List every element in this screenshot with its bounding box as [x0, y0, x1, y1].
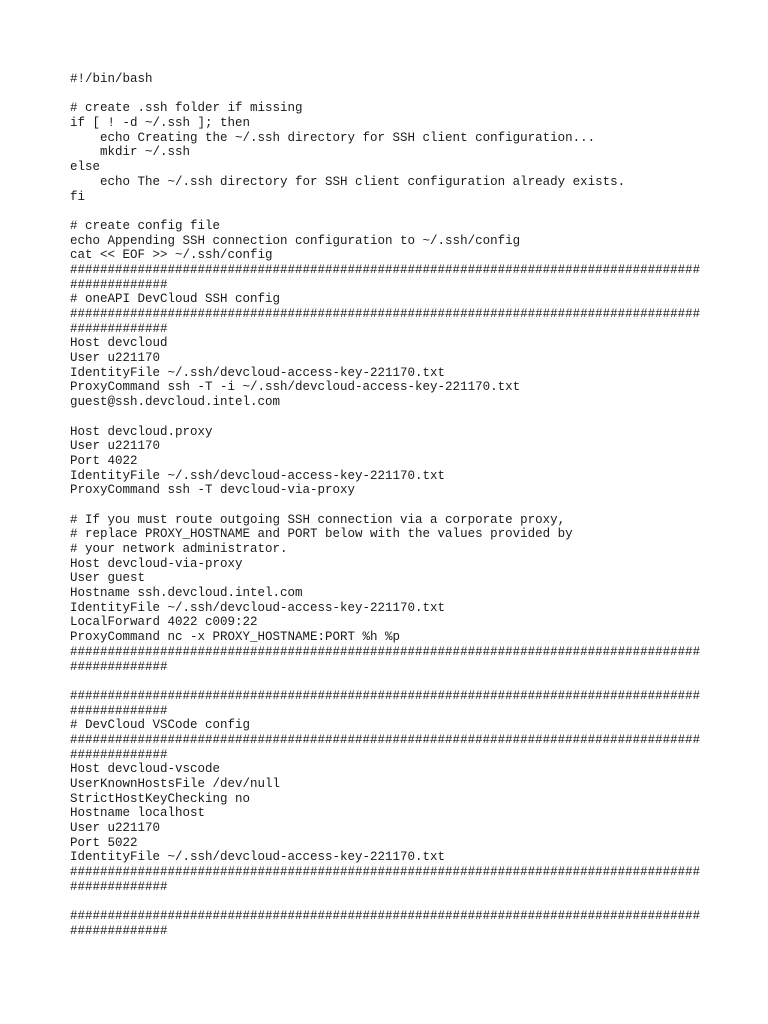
code-line: LocalForward 4022 c009:22 — [70, 615, 258, 630]
code-line: echo Appending SSH connection configuration to ~/.ssh/config — [70, 233, 521, 248]
code-line: IdentityFile ~/.ssh/devcloud-access-key-221170.txt — [70, 850, 446, 865]
code-line: # create .ssh folder if missing — [70, 101, 303, 116]
code-line: #################################################################################### — [70, 644, 701, 659]
code-line: #!/bin/bash — [70, 72, 153, 86]
code-line: # DevCloud VSCode config — [70, 718, 251, 733]
code-line: Host devcloud — [70, 336, 168, 351]
code-line: Port 4022 — [70, 453, 138, 468]
code-line: StrictHostKeyChecking no — [70, 791, 251, 806]
code-line: Host devcloud-via-proxy — [70, 556, 243, 571]
code-line: User u221170 — [70, 351, 161, 366]
code-line: #################################################################################### — [70, 262, 701, 277]
code-line: #################################################################################### — [70, 732, 701, 747]
code-line: # replace PROXY_HOSTNAME and PORT below with the values provided by — [70, 527, 573, 542]
code-line: ProxyCommand ssh -T -i ~/.ssh/devcloud-access-key-221170.txt — [70, 380, 521, 395]
code-line: # create config file — [70, 218, 221, 233]
code-line: # oneAPI DevCloud SSH config — [70, 292, 281, 307]
code-line: ProxyCommand nc -x PROXY_HOSTNAME:PORT %h %p — [70, 630, 401, 645]
code-line: IdentityFile ~/.ssh/devcloud-access-key-221170.txt — [70, 365, 446, 380]
code-line: Host devcloud-vscode — [70, 762, 221, 777]
code-line: User guest — [70, 571, 146, 586]
code-line: Host devcloud.proxy — [70, 424, 213, 439]
code-line: ############# — [70, 703, 168, 718]
code-line: ############# — [70, 747, 168, 762]
code-line: ############# — [70, 923, 168, 938]
code-line: #################################################################################### — [70, 865, 701, 880]
code-line: echo The ~/.ssh directory for SSH client configuration already exists. — [70, 174, 626, 189]
code-line: #################################################################################### — [70, 307, 701, 321]
script-text-block — [70, 72, 750, 939]
code-line: ############# — [70, 321, 168, 336]
code-line: ############# — [70, 659, 168, 674]
code-line: IdentityFile ~/.ssh/devcloud-access-key-221170.txt — [70, 468, 446, 483]
code-line — [70, 204, 750, 219]
code-line: mkdir ~/.ssh — [70, 145, 191, 160]
code-line: User u221170 — [70, 821, 161, 836]
code-line: #################################################################################### — [70, 909, 701, 924]
code-line — [70, 895, 750, 910]
code-line: UserKnownHostsFile /dev/null — [70, 777, 281, 791]
code-line: # your network administrator. — [70, 542, 288, 556]
code-line: ############# — [70, 879, 168, 894]
code-line: ProxyCommand ssh -T devcloud-via-proxy — [70, 483, 356, 498]
code-line: Port 5022 — [70, 835, 138, 850]
code-line — [70, 498, 750, 513]
code-line — [70, 87, 750, 102]
code-line: User u221170 — [70, 439, 161, 454]
code-line: #################################################################################### — [70, 688, 701, 703]
code-line: ############# — [70, 277, 168, 292]
code-line — [70, 410, 750, 425]
code-line: echo Creating the ~/.ssh directory for SSH client configuration... — [70, 130, 596, 145]
code-line: else — [70, 160, 101, 175]
code-line: if [ ! -d ~/.ssh ]; then — [70, 116, 251, 131]
code-line: Hostname localhost — [70, 806, 206, 821]
code-line: cat << EOF >> ~/.ssh/config — [70, 248, 273, 263]
code-line: fi — [70, 189, 86, 204]
code-line: # If you must route outgoing SSH connection via a corporate proxy, — [70, 512, 566, 527]
code-line: IdentityFile ~/.ssh/devcloud-access-key-221170.txt — [70, 600, 446, 615]
code-line: guest@ssh.devcloud.intel.com — [70, 395, 281, 410]
code-line: Hostname ssh.devcloud.intel.com — [70, 586, 303, 601]
code-line — [70, 674, 750, 689]
